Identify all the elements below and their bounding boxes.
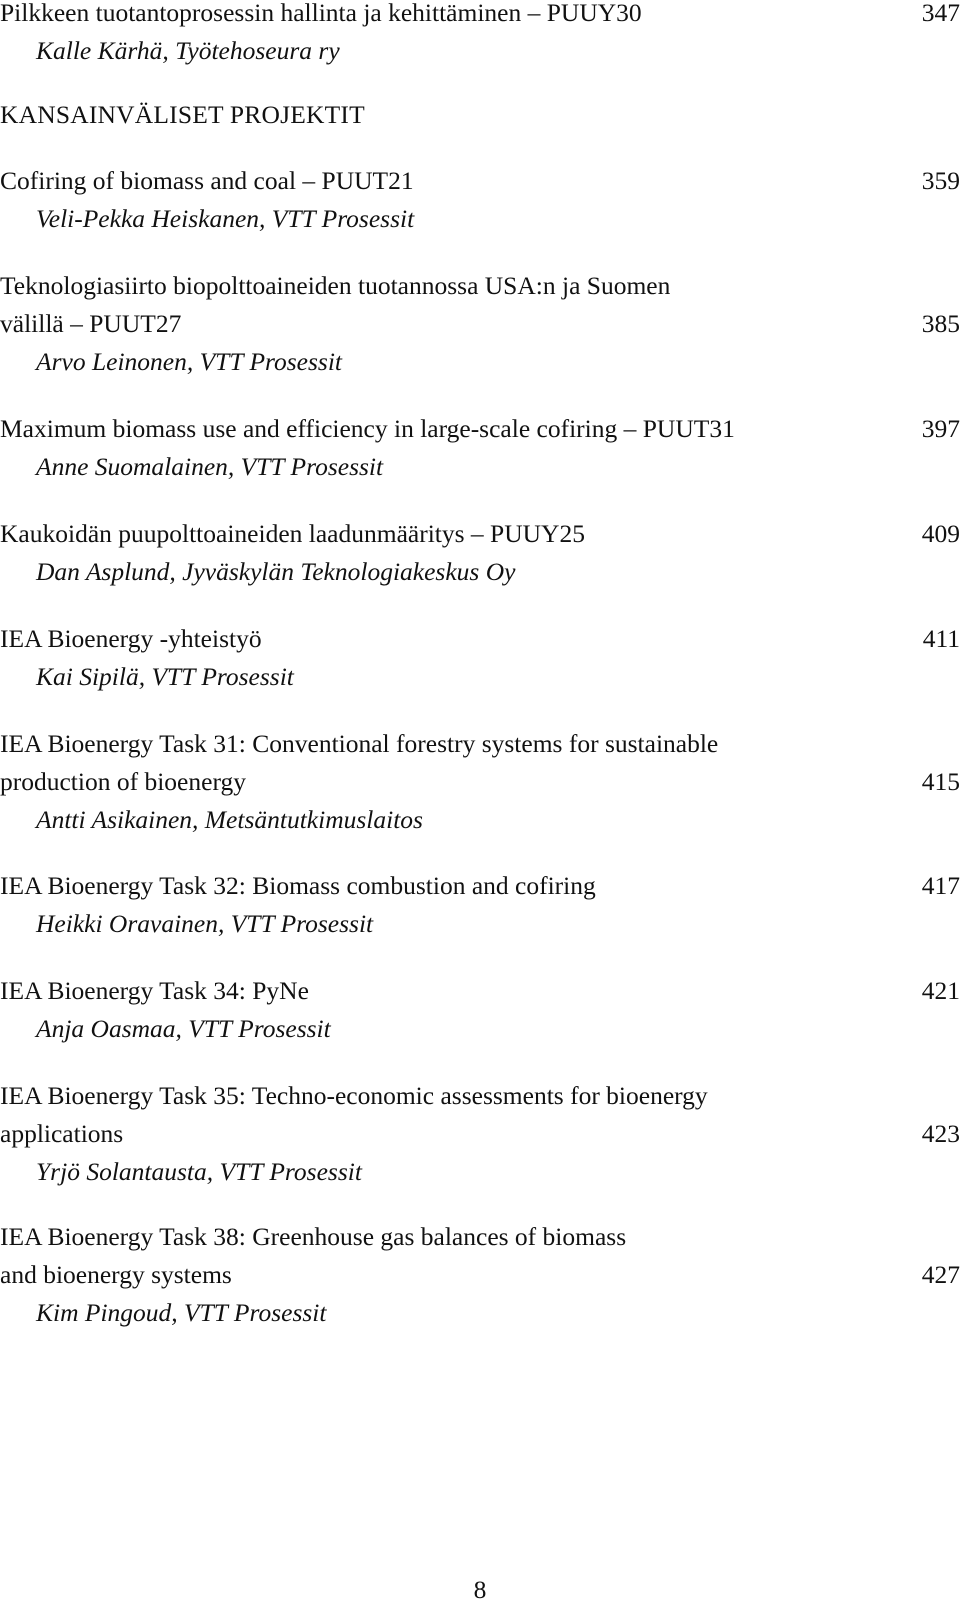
toc-entry-author: Heikki Oravainen, VTT Prosessit (36, 909, 374, 938)
toc-entry-title: Teknologiasiirto biopolttoaineiden tuotannossa USA:n ja Suomen (0, 271, 671, 300)
toc-entry-title-continued: production of bioenergy (0, 767, 246, 796)
toc-entry-title-continued: applications (0, 1119, 124, 1148)
toc-entry-title: Cofiring of biomass and coal – PUUT21 (0, 166, 414, 195)
toc-entry-page: 423 (921, 1119, 960, 1148)
toc-entry-title: IEA Bioenergy Task 34: PyNe (0, 976, 309, 1005)
toc-entry-author: Dan Asplund, Jyväskylän Teknologiakeskus Oy (36, 557, 516, 586)
toc-entry-title: IEA Bioenergy Task 32: Biomass combustion and cofiring (0, 871, 596, 900)
toc-entry-page: 409 (921, 519, 960, 548)
toc-entry-page: 417 (921, 871, 960, 900)
toc-entry-author: Yrjö Solantausta, VTT Prosessit (36, 1157, 362, 1186)
page-number: 8 (473, 1575, 487, 1604)
toc-entry-author: Antti Asikainen, Metsäntutkimuslaitos (36, 805, 423, 834)
toc-entry-page: 347 (921, 0, 960, 27)
toc-entry-title: Maximum biomass use and efficiency in large-scale cofiring – PUUT31 (0, 414, 735, 443)
toc-entry-author: Veli-Pekka Heiskanen, VTT Prosessit (36, 204, 415, 233)
toc-entry-title: Kaukoidän puupolttoaineiden laadunmääritys – PUUY25 (0, 519, 585, 548)
toc-entry-title-continued: and bioenergy systems (0, 1260, 232, 1289)
toc-entry-page: 397 (921, 414, 960, 443)
toc-entry-title-continued: välillä – PUUT27 (0, 309, 182, 338)
toc-entry-author: Anja Oasmaa, VTT Prosessit (36, 1014, 331, 1043)
toc-entry-page: 421 (921, 976, 960, 1005)
toc-entry-author: Arvo Leinonen, VTT Prosessit (36, 347, 343, 376)
toc-entry-page: 415 (921, 767, 960, 796)
toc-entry-author: Kai Sipilä, VTT Prosessit (36, 662, 294, 691)
toc-entry-title: IEA Bioenergy Task 38: Greenhouse gas balances of biomass (0, 1222, 627, 1251)
toc-entry-author: Anne Suomalainen, VTT Prosessit (36, 452, 384, 481)
toc-entry-title: IEA Bioenergy Task 35: Techno-economic assessments for bioenergy (0, 1081, 708, 1110)
toc-entry-page: 411 (922, 624, 960, 653)
section-heading: KANSAINVÄLISET PROJEKTIT (0, 100, 365, 129)
toc-entry-page: 427 (921, 1260, 960, 1289)
toc-entry-page: 359 (921, 166, 960, 195)
toc-entry-author: Kalle Kärhä, Työtehoseura ry (36, 36, 340, 65)
toc-entry-page: 385 (921, 309, 960, 338)
toc-entry-title: IEA Bioenergy Task 31: Conventional forestry systems for sustainable (0, 729, 719, 758)
toc-entry-author: Kim Pingoud, VTT Prosessit (36, 1298, 327, 1327)
toc-entry-title: IEA Bioenergy -yhteistyö (0, 624, 262, 653)
toc-entry-title: Pilkkeen tuotantoprosessin hallinta ja kehittäminen – PUUY30 (0, 0, 642, 27)
